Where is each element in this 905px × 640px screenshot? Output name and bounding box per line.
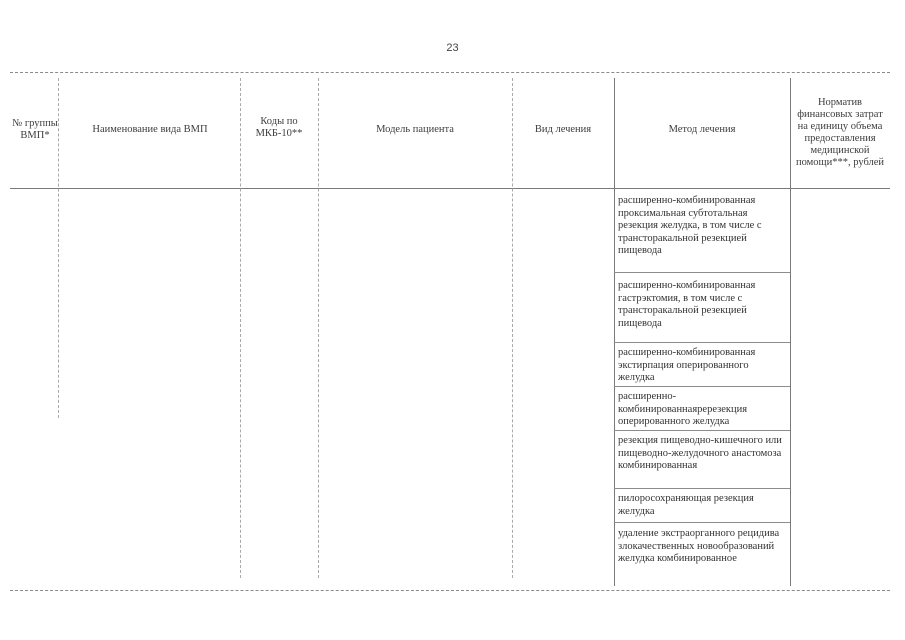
method-item: расширенно-комбинированная экстирпация оперированного желудка <box>618 347 756 383</box>
table-top-border <box>10 72 890 73</box>
header-patient-model: Модель пациента <box>376 124 454 135</box>
header-vmp-name: Наименование вида ВМП <box>92 124 208 135</box>
header-treatment-method: Метод лечения <box>668 124 736 135</box>
col-sep-6 <box>790 78 791 586</box>
method-item: расширенно-комбинированнаяререзекция оперированного желудка <box>618 391 748 427</box>
col-sep-2 <box>240 78 241 578</box>
header-treatment-type: Вид лечения <box>534 124 592 135</box>
method-item: резекция пищеводно-кишечного или пищеводно-желудочного анастомоза комбинированная <box>618 435 782 471</box>
method-item: удаление экстраорганного рецидива злокачественных новообразований желудка комбинированное <box>618 528 780 564</box>
method-divider <box>614 386 790 387</box>
table-bottom-border <box>10 590 890 591</box>
method-divider <box>614 430 790 431</box>
col-sep-4 <box>512 78 513 578</box>
method-divider <box>614 272 790 273</box>
header-group-no: № группы ВМП* <box>12 118 58 141</box>
header-bottom-border <box>10 188 890 189</box>
method-divider <box>614 522 790 523</box>
header-mkb-codes: Коды по МКБ-10** <box>255 116 303 139</box>
method-divider <box>614 488 790 489</box>
col-sep-3 <box>318 78 319 578</box>
page-number: 23 <box>446 42 459 54</box>
col-sep-1 <box>58 78 59 418</box>
method-item: пилоросохраняющая резекция желудка <box>618 493 754 517</box>
method-item: расширенно-комбинированная гастрэктомия, в том числе с трансторакальной резекцией пищевода <box>618 280 756 329</box>
method-divider <box>614 342 790 343</box>
method-item: расширенно-комбинированная проксимальная субтотальная резекция желудка, в том числе с трансторакальной резекцией пищевода <box>618 195 762 256</box>
header-cost-standard: Норматив финансовых затрат на единицу объема предоставления медицинской помощи***, рублей <box>795 97 885 168</box>
